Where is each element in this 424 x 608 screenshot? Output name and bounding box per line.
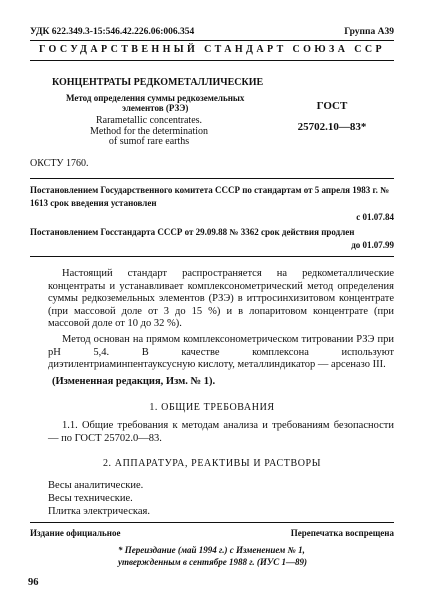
english-title	[90, 116, 208, 148]
udk-code: УДК 622.349.3-15:546.42.226.06:006.354	[30, 27, 195, 37]
official-edition: Издание официальное	[30, 528, 121, 538]
decree-second-date: до 01.07.99	[351, 240, 394, 250]
method-paragraph: Метод основан на прямом комплексонометрическом титровании РЗЭ при pH 5,4. В качестве комплексона используют диэтилентриаминпентауксусную кислоту, металлиндикатор — арсеназо III.	[48, 334, 394, 371]
subtitle-line: Метод определения суммы редкоземельных	[66, 93, 245, 103]
document-title: КОНЦЕНТРАТЫ РЕДКОМЕТАЛЛИЧЕСКИЕ	[52, 77, 264, 88]
intro-paragraph: Настоящий стандарт распространяется на редкометаллические концентраты и устанавливает комплексонометрический метод определения суммы редкоземельных элементов (РЗЭ) в иттросинхизитовом концентрате (при массовой доле от 3 до 15 %) и в лопаритовом концентрате (при массовой доле от 10 до 32 %).	[48, 268, 394, 330]
decree-rule	[30, 178, 394, 179]
footer-rule	[30, 522, 394, 523]
header-bottom-rule	[30, 60, 394, 61]
decree-first-date: с 01.07.84	[356, 212, 394, 222]
decree-second: Постановлением Госстандарта СССР от 29.09.88 № 3362 срок действия продлен	[30, 227, 355, 237]
page-number: 96	[28, 577, 39, 588]
amendment-note: (Измененная редакция, Изм. № 1).	[52, 376, 216, 387]
reissue-note	[118, 544, 388, 568]
list-item: Плитка электрическая.	[48, 506, 150, 517]
okstu-code: ОКСТУ 1760.	[30, 158, 89, 169]
section-2-heading: 2. АППАРАТУРА, РЕАКТИВЫ И РАСТВОРЫ	[102, 458, 322, 469]
subtitle-line: элементов (РЗЭ)	[122, 103, 189, 113]
english-title-line: Rarametallic concentrates.	[95, 115, 203, 126]
header-top-rule	[30, 40, 394, 41]
english-title-line: of sumof rare earths	[108, 136, 190, 147]
group-code: Группа А39	[344, 27, 394, 37]
list-item: Весы технические.	[48, 493, 133, 504]
gost-label: ГОСТ	[316, 100, 348, 112]
english-title-line: Method for the determination	[90, 125, 209, 137]
list-item: Весы аналитические.	[48, 480, 144, 491]
gost-number: 25702.10—83*	[297, 121, 367, 133]
reissue-note-line: утвержденным в сентябре 1988 г. (ИУС 1—89)	[118, 557, 307, 567]
section-1-text: 1.1. Общие требования к методам анализа и требованиям безопасности — по ГОСТ 25702.0—83.	[48, 420, 394, 444]
section-1-heading: 1. ОБЩИЕ ТРЕБОВАНИЯ	[149, 402, 275, 413]
reissue-note-line: * Переиздание (май 1994 г.) с Изменением № 1,	[118, 545, 305, 555]
standard-line: ГОСУДАРСТВЕННЫЙ СТАНДАРТ СОЮЗА ССР	[39, 44, 385, 55]
equipment-list	[48, 479, 150, 518]
reprint-prohibited: Перепечатка воспрещена	[290, 528, 394, 538]
decree-first: Постановлением Государственного комитета СССР по стандартам от 5 апреля 1983 г. № 1613 срок введения установлен	[30, 185, 390, 208]
document-subtitle	[66, 93, 244, 113]
decree-bottom-rule	[30, 256, 394, 257]
